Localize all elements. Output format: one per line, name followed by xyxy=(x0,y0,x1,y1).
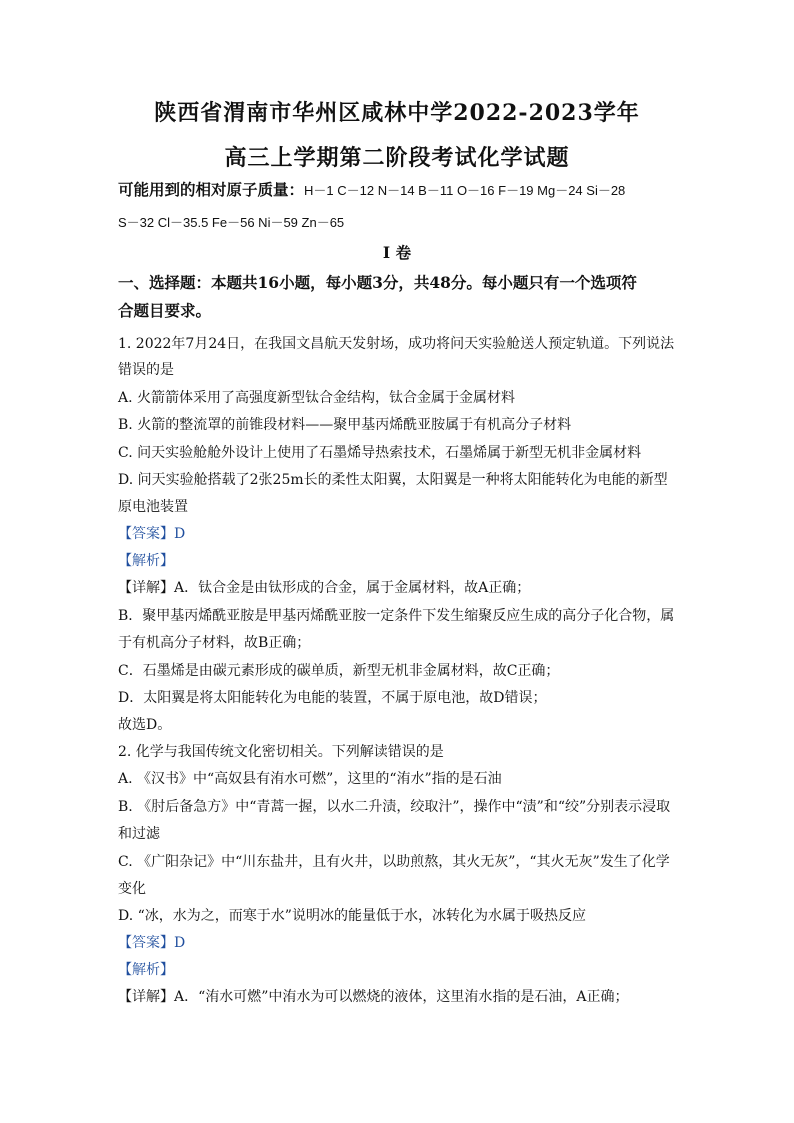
q1-detail-line3: 于有机高分子材料，故B正确； xyxy=(118,635,311,651)
q1-detail-line6: 故选D。 xyxy=(118,717,172,733)
atomic-mass-label: 可能用到的相对原子质量： xyxy=(118,180,305,199)
document-title-line1: 陕西省渭南市华州区咸林中学2022-2023学年 xyxy=(154,100,640,126)
q1-stem-line1: 1. 2022年7月24日，在我国文昌航天发射场，成功将问天实验舱送人预定轨道。下列说法 xyxy=(118,336,675,352)
q2-option-c-line1: C. 《广阳杂记》中“川东盐井，且有火井，以助煎熬，其火无灰”，“其火无灰”发生了化学 xyxy=(118,854,670,870)
q2-option-d: D. “冰，水为之，而寒于水”说明冰的能量低于水，冰转化为水属于吸热反应 xyxy=(118,908,586,924)
volume-heading: I 卷 xyxy=(382,243,412,262)
q2-analysis-label: 【解析】 xyxy=(118,962,174,978)
q1-option-d-line1: D. 问天实验舱搭载了2张25m长的柔性太阳翼，太阳翼是一种将太阳能转化为电能的新型 xyxy=(118,472,668,488)
q2-option-c-line2: 变化 xyxy=(118,881,146,897)
q2-option-b-line1: B. 《肘后备急方》中“青蒿一握，以水二升渍，绞取汁”，操作中“渍”和“绞”分别表示浸取 xyxy=(118,799,671,815)
q1-option-b: B. 火箭的整流罩的前锥段材料——聚甲基丙烯酰亚胺属于有机高分子材料 xyxy=(118,417,572,433)
q1-analysis-label: 【解析】 xyxy=(118,553,174,569)
atomic-mass-row-1 xyxy=(118,181,625,200)
q2-answer: 【答案】D xyxy=(118,935,186,951)
q1-stem-line2: 错误的是 xyxy=(118,362,174,378)
section-instructions-2: 合题目要求。 xyxy=(118,301,212,320)
q1-option-c: C. 问天实验舱舱外设计上使用了石墨烯导热索技术，石墨烯属于新型无机非金属材料 xyxy=(118,445,642,461)
document-title-line2: 高三上学期第二阶段考试化学试题 xyxy=(224,145,570,171)
q1-detail-line2: B．聚甲基丙烯酰亚胺是甲基丙烯酰亚胺一定条件下发生缩聚反应生成的高分子化合物，属 xyxy=(118,608,675,624)
q1-answer: 【答案】D xyxy=(118,526,186,542)
atomic-mass-values-2: S－32 Cl－35.5 Fe－56 Ni－59 Zn－65 xyxy=(118,215,345,230)
q1-option-d-line2: 原电池装置 xyxy=(118,499,188,515)
q2-detail-line1: 【详解】A．“洧水可燃”中洧水为可以燃烧的液体，这里洧水指的是石油，A正确； xyxy=(118,989,629,1005)
q1-detail-line4: C．石墨烯是由碳元素形成的碳单质，新型无机非金属材料，故C正确； xyxy=(118,663,560,679)
q2-option-b-line2: 和过滤 xyxy=(118,826,160,842)
q1-detail-line1: 【详解】A．钛合金是由钛形成的合金，属于金属材料，故A正确； xyxy=(118,580,531,596)
section-instructions-1: 一、选择题：本题共16小题，每小题3分，共48分。每小题只有一个选项符 xyxy=(118,273,637,292)
atomic-mass-values-1: H－1 C－12 N－14 B－11 O－16 F－19 Mg－24 Si－28 xyxy=(304,183,626,198)
q2-option-a: A. 《汉书》中“高奴县有洧水可燃”，这里的“洧水”指的是石油 xyxy=(118,771,502,787)
q2-stem-line1: 2. 化学与我国传统文化密切相关。下列解读错误的是 xyxy=(118,744,444,760)
q1-detail-line5: D．太阳翼是将太阳能转化为电能的装置，不属于原电池，故D错误； xyxy=(118,690,547,706)
q1-option-a: A. 火箭箭体采用了高强度新型钛合金结构，钛合金属于金属材料 xyxy=(118,390,516,406)
